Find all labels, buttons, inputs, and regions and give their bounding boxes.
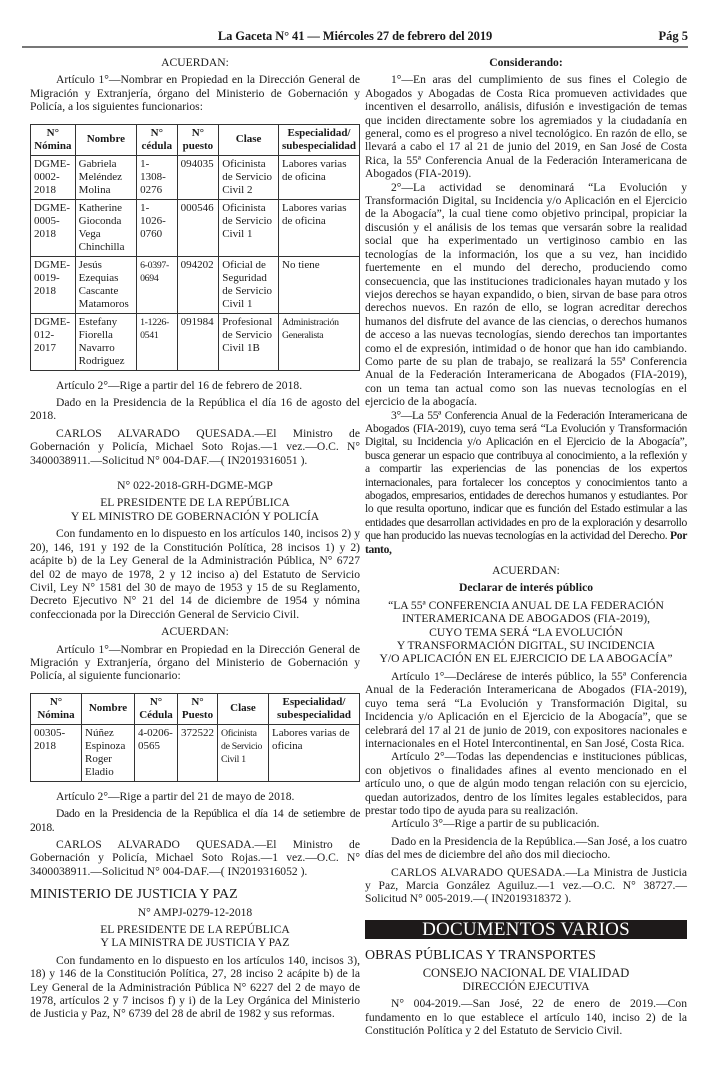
table-row bbox=[31, 724, 360, 781]
declarar-heading: Declarar de interés público bbox=[458, 581, 594, 595]
cell-nombre: Estefany Fiorella Navarro Rodriguez bbox=[75, 313, 136, 370]
cell-cedula: 1-1026-0760 bbox=[137, 199, 178, 256]
considerando-1: 1°—En aras del cumplimiento de sus fines el Colegio de Abogados y Abogadas de Costa Rica promueven actividades que incentiven el desarrollo, análisis, difusión e investigación de temas que inciden directamente sobre los agremiados y la ciudadanía en general, como es el progreso a nivel tecnológico. En razón de ello, se llevará a cabo el 17 al 21 de junio del 2019, en San José de Costa Rica, la 55ª Conferencia Anual de la Federación Interamericana de Abogados (FIA-2019). bbox=[365, 73, 687, 181]
issuer-line-1: EL PRESIDENTE DE LA REPÚBLICA bbox=[100, 496, 290, 510]
title-line: CUYO TEMA SERÁ “LA EVOLUCIÓN bbox=[429, 625, 623, 639]
cell-especialidad: Labores varias de oficina bbox=[279, 155, 360, 199]
article-2-text: Artículo 2°—Todas las dependencias e instituciones públicas, con objetivos o finalidades afines al evento mencionado en el artículo uno, o que de algún modo tengan relación con su ejercicio, quedan autorizados, dentro de los límites legales establecidos, para prestar todo tipo de ayuda para su realización. bbox=[365, 750, 687, 817]
cell-nomina: DGME-012-2017 bbox=[31, 313, 76, 370]
col-especialidad: Especialidad/ subespecialidad bbox=[269, 693, 360, 724]
acuerdan-heading: ACUERDAN: bbox=[161, 625, 229, 639]
section-banner: DOCUMENTOS VARIOS bbox=[365, 920, 687, 939]
table-row bbox=[31, 256, 360, 313]
article-1-text: Artículo 1°—Declárese de interés público, la 55ª Conferencia Anual de la Federación Interamericana de Abogados (FIA-2019), cuyo tema será “La Evolución y Transformación Digital, su Incidencia y/o Aplicación en el Ejercicio de la Abogacía”, que se celebrará del 17 al 21 de junio de 2019, con expositores nacionales e internacionales en el Hotel Intercontinental, en San José, Costa Rica. bbox=[365, 669, 687, 750]
article-1-text: Artículo 1°—Nombrar en Propiedad en la Dirección General de Migración y Extranjería, órgano del Ministerio de Gobernación y Policía, a los siguientes funcionarios: bbox=[30, 73, 360, 114]
cell-nombre: Katherine Gioconda Vega Chinchilla bbox=[75, 199, 136, 256]
title-line: Y TRANSFORMACIÓN DIGITAL, SU INCIDENCIA bbox=[396, 639, 656, 653]
acuerdan-heading: ACUERDAN: bbox=[161, 56, 229, 69]
signature-block: CARLOS ALVARADO QUESADA.—La Ministra de Justicia y Paz, Marcia González Aguiluz.—1 vez.—O.C. N° 38727.—Solicitud N° 005-2019.—( IN2019318372 ). bbox=[365, 865, 687, 906]
appointment-table bbox=[30, 693, 360, 782]
col-puesto: N° Puesto bbox=[178, 693, 218, 724]
article-2-text: Artículo 2°—Rige a partir del 16 de febrero de 2018. bbox=[56, 378, 303, 392]
resolution-text: N° 004-2019.—San José, 22 de enero de 2019.—Con fundamento en lo que establece el artículo 140, inciso 2) de la Constitución Política y 2 del Estatuto de Servicio Civil. bbox=[365, 997, 687, 1038]
ministry-heading: OBRAS PÚBLICAS Y TRANSPORTES bbox=[365, 948, 596, 964]
cell-nomina: DGME-0005-2018 bbox=[31, 199, 76, 256]
title-line: Y/O APLICACIÓN EN EL EJERCICIO DE LA ABOGACÍA” bbox=[379, 652, 673, 666]
header-divider bbox=[22, 46, 688, 48]
issuer-line-2: Y LA MINISTRA DE JUSTICIA Y PAZ bbox=[100, 936, 290, 950]
right-column bbox=[365, 56, 687, 1038]
cell-puesto: 091984 bbox=[177, 313, 219, 370]
cell-clase: Oficinista de Servicio Civil 2 bbox=[219, 155, 279, 199]
council-heading: CONSEJO NACIONAL DE VIALIDAD bbox=[422, 965, 630, 980]
page-number: Pág 5 bbox=[658, 29, 688, 43]
table-header-row bbox=[31, 124, 360, 155]
col-clase: Clase bbox=[218, 693, 269, 724]
col-nomina: N° Nómina bbox=[31, 693, 82, 724]
por-tanto: Por tanto, bbox=[365, 529, 687, 556]
table-row bbox=[31, 313, 360, 370]
col-nomina: N° Nómina bbox=[31, 124, 76, 155]
ministry-heading: MINISTERIO DE JUSTICIA Y PAZ bbox=[30, 887, 238, 903]
considerando-3 bbox=[365, 409, 687, 556]
page-header bbox=[22, 0, 688, 52]
cell-especialidad: Labores varias de oficina bbox=[269, 724, 360, 781]
cell-puesto: 094202 bbox=[177, 256, 219, 313]
cell-puesto: 000546 bbox=[177, 199, 219, 256]
title-line: INTERAMERICANA DE ABOGADOS (FIA-2019), bbox=[402, 612, 650, 626]
cell-especialidad: Administración Generalista bbox=[279, 313, 360, 370]
issuer-line-2: Y EL MINISTRO DE GOBERNACIÓN Y POLICÍA bbox=[70, 509, 320, 523]
cell-clase: Profesional de Servicio Civil 1B bbox=[219, 313, 279, 370]
cell-puesto: 094035 bbox=[177, 155, 219, 199]
col-puesto: N° puesto bbox=[177, 124, 219, 155]
cell-nomina: DGME-0019-2018 bbox=[31, 256, 76, 313]
table-header-row bbox=[31, 693, 360, 724]
left-column bbox=[30, 56, 360, 1021]
considerando-heading: Considerando: bbox=[489, 56, 563, 69]
declaration-title bbox=[365, 599, 687, 666]
considerando-3-text: 3°—La 55ª Conferencia Anual de la Federación Interamericana de Abogados (FIA-2019), cuyo tema será “La Evolución y Transformación Digital, su Incidencia y/o Aplicación en el Ejercicio de la Abogacía”, busca generar un espacio que contribuya al conocimiento, a la reflexión y a compartir las experiencias de las ponencias de los expertos internacionales, para fortalecer los conceptos y conocimientos tanto a abogados, empresarios, entidades de derechos humanos y estudiantes. Por lo que resulta oportuno, indicar que es función del Estado estimular a las entidades que desarrollan actividades en pro de la exploración y desarrollo que han producido las nuevas tecnologías en la actividad del Derecho. bbox=[365, 408, 687, 543]
cell-nombre: Jesús Ezequias Cascante Matamoros bbox=[75, 256, 136, 313]
signature-block: CARLOS ALVARADO QUESADA.—El Ministro de Gobernación y Policía, Michael Soto Rojas.—1 vez.—O.C. N° 3400038911.—Solicitud N° 004-DAF.—( IN2019316052 ). bbox=[30, 837, 360, 878]
title-line: “LA 55ª CONFERENCIA ANUAL DE LA FEDERACIÓN bbox=[388, 598, 664, 612]
signature-block: CARLOS ALVARADO QUESADA.—El Ministro de Gobernación y Policía, Michael Soto Rojas.—1 vez.—O.C. N° 3400038911.—Solicitud N° 004-DAF.—( IN2019316051 ). bbox=[30, 426, 360, 467]
cell-clase: Oficinista de Servicio Civil 1 bbox=[218, 724, 269, 781]
cell-nombre: Núñez Espinoza Roger Eladio bbox=[82, 724, 135, 781]
direction-heading: DIRECCIÓN EJECUTIVA bbox=[462, 980, 590, 993]
col-especialidad: Especialidad/ subespecialidad bbox=[279, 124, 360, 155]
appointments-table bbox=[30, 124, 360, 371]
cell-cedula: 4-0206-0565 bbox=[135, 724, 178, 781]
article-2-text: Artículo 2°—Rige a partir del 21 de mayo de 2018. bbox=[56, 789, 295, 803]
cell-clase: Oficial de Seguridad de Servicio Civil 1 bbox=[219, 256, 279, 313]
considerando-2: 2°—La actividad se denominará “La Evolución y Transformación Digital, su Incidencia y/o Aplicación en el Ejercicio de la Abogacía”, la cual tiene como objetivo principal, propiciar la discusión y el análisis de los temas que versarán sobre la realidad social que ha experimentado un vertiginoso cambio en las tecnologías de la información, los que a su vez, han incidido fuertemente en el mundo del derecho, produciendo como consecuencia, que las instituciones tradicionales hayan mutado y los viejos derechos se hayan expandido, o bien, sirvan de base para otros derechos nuevos. En razón de ello, se logran acreditar derechos humanos del disfrute del avance de las ciencias, o derechos humanos de acceso a las nuevas tecnologías, siendo derechos tan importantes como el de expresión, intimidad o de honor que han ido cambiando. Como parte de su plan de trabajo, se realizará la 55ª Conferencia Anual de la Federación Interamericana de Abogados (FIA-2019), con un tema tan actual como son las nuevas tecnologías en el ejercicio de la abogacía. bbox=[365, 180, 687, 409]
article-1-text: Artículo 1°—Nombrar en Propiedad en la Dirección General de Migración y Extranjería, órgano del Ministerio de Gobernación y Policía, al siguiente funcionario: bbox=[30, 642, 360, 683]
cell-cedula: 1-1308-0276 bbox=[137, 155, 178, 199]
table-row bbox=[31, 199, 360, 256]
cell-clase: Oficinista de Servicio Civil 1 bbox=[219, 199, 279, 256]
col-clase: Clase bbox=[219, 124, 279, 155]
cell-puesto: 372522 bbox=[178, 724, 218, 781]
decree-number: N° 022-2018-GRH-DGME-MGP bbox=[117, 479, 273, 493]
dado-text: Dado en la Presidencia de la República el día 14 de setiembre de 2018. bbox=[30, 807, 360, 834]
dado-text: Dado en la Presidencia de la República el día 16 de agosto del 2018. bbox=[30, 396, 360, 423]
issuer-line-1: EL PRESIDENTE DE LA REPÚBLICA bbox=[100, 923, 290, 936]
table-row bbox=[31, 155, 360, 199]
cell-nomina: DGME-0002-2018 bbox=[31, 155, 76, 199]
cell-especialidad: No tiene bbox=[279, 256, 360, 313]
cell-nombre: Gabriela Meléndez Molina bbox=[75, 155, 136, 199]
col-nombre: Nombre bbox=[82, 693, 135, 724]
gazette-title: La Gaceta N° 41 — Miércoles 27 de febrero del 2019 bbox=[217, 29, 493, 43]
fundamento-text: Con fundamento en lo dispuesto en los artículos 140, incisos 2) y 20), 146, 191 y 192 de la Constitución Política, 28 incisos 1) y 2) acápite b) de la Ley General de la Administración Pública, N° 6727 del 02 de mayo de 1978, 2 y 12 inciso a) del Estatuto de Servicio Civil, Ley N° 1581 del 30 de mayo de 1953 y 15 de su Reglamento, Decreto Ejecutivo N° 21 del 14 de diciembre de 1954 y nómina confeccionada por la Dirección General de Servicio Civil. bbox=[30, 527, 360, 621]
article-3-text: Artículo 3°—Rige a partir de su publicación. bbox=[391, 817, 600, 831]
col-nombre: Nombre bbox=[75, 124, 136, 155]
cell-nomina: 00305-2018 bbox=[31, 724, 82, 781]
col-cedula: N° Cédula bbox=[135, 693, 178, 724]
dado-text: Dado en la Presidencia de la República.—San José, a los cuatro días del mes de diciembre del año dos mil dieciocho. bbox=[365, 834, 687, 862]
col-cedula: N° cédula bbox=[137, 124, 178, 155]
cell-cedula: 1-1226-0541 bbox=[137, 313, 178, 370]
cell-especialidad: Labores varias de oficina bbox=[279, 199, 360, 256]
fundamento-text: Con fundamento en lo dispuesto en los artículos 140, incisos 3), 18) y 146 de la Constitución Política, 27, 28 inciso 2 acápite b) de la Ley General de la Administración Pública N° 6227 del 2 de mayo de 1978, artículos 2 y 7 incisos f) y i) de la Ley Orgánica del Ministerio de Justicia y Paz, N° 6739 del 28 de abril de 1982 y sus reformas. bbox=[30, 953, 360, 1021]
acuerdan-heading: ACUERDAN: bbox=[492, 564, 560, 578]
cell-cedula: 6-0397-0694 bbox=[137, 256, 178, 313]
decree-number: N° AMPJ-0279-12-2018 bbox=[137, 905, 253, 919]
